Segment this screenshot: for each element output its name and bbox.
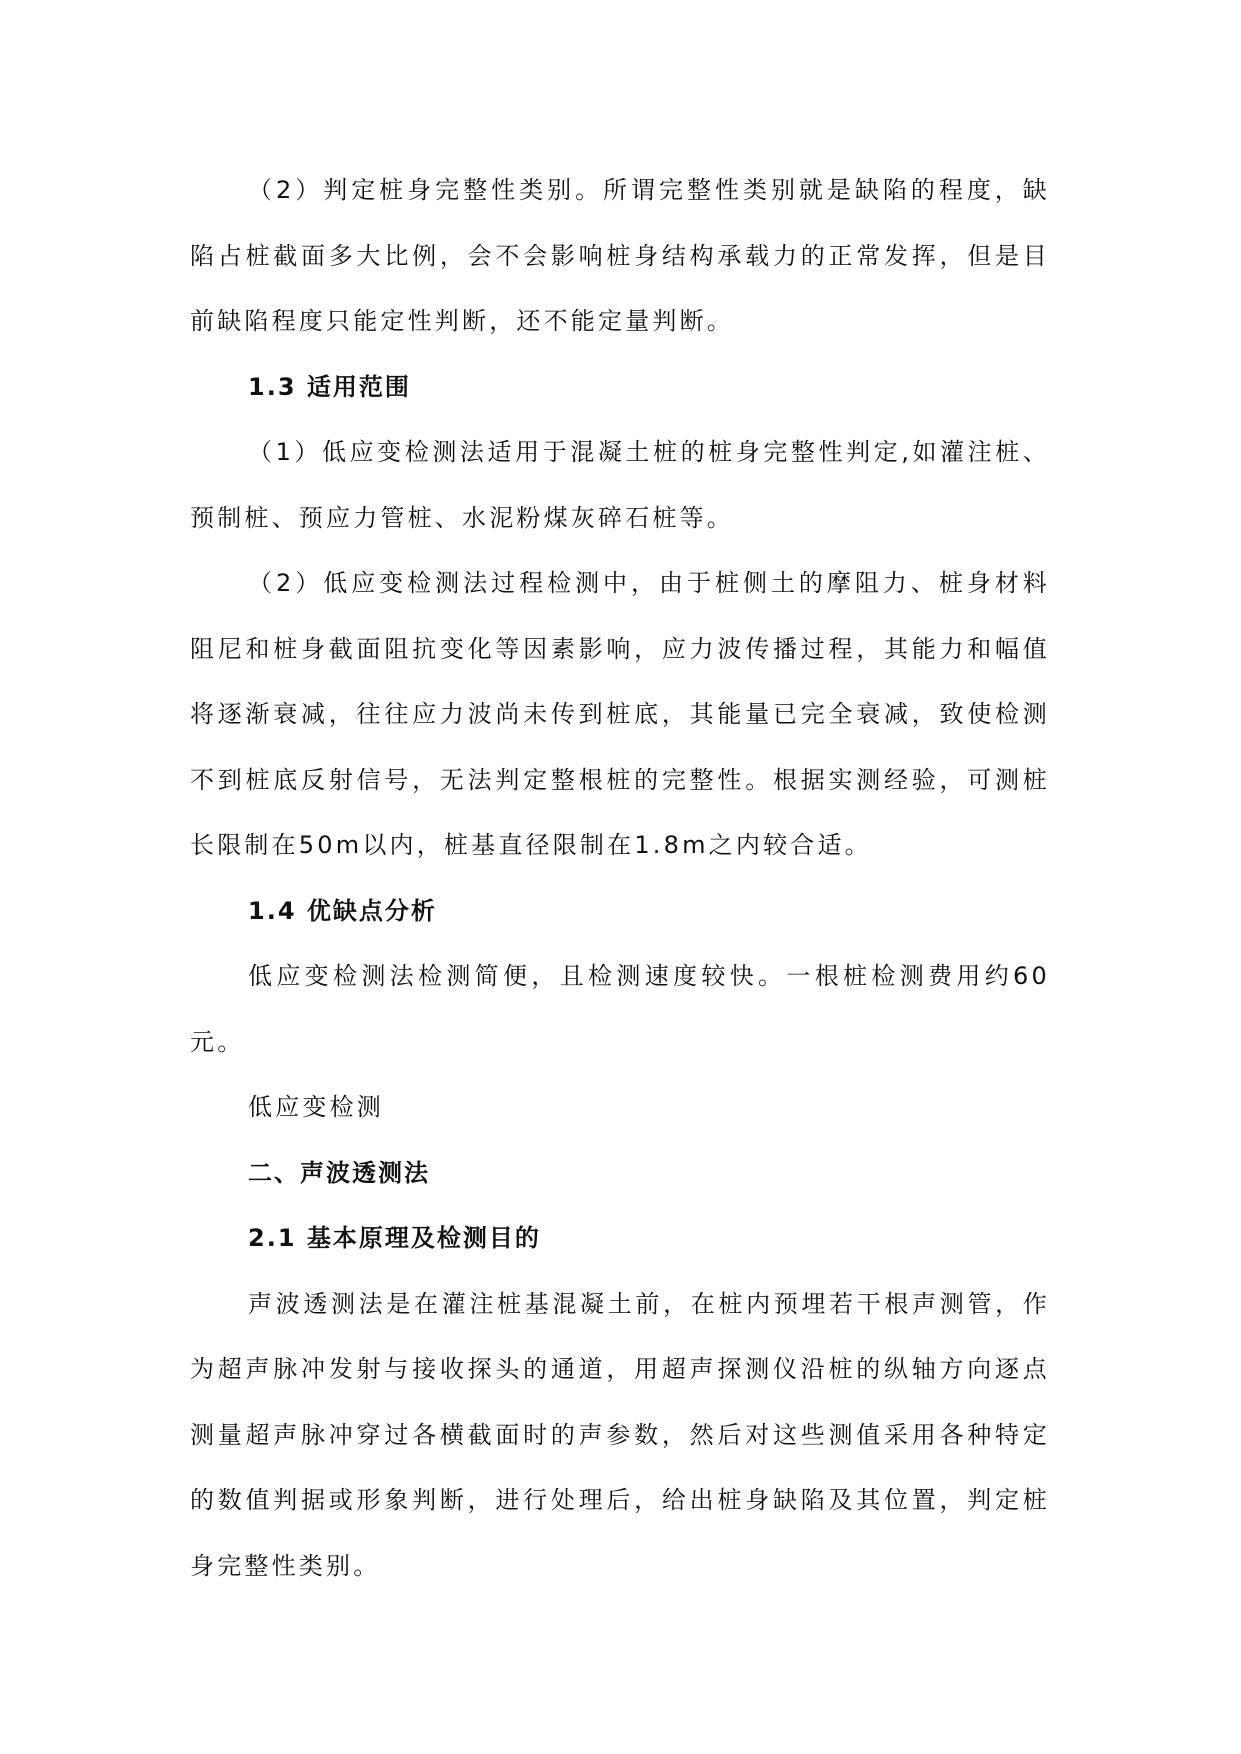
paragraph-low-strain-label: 低应变检测 bbox=[248, 1093, 384, 1121]
paragraph-scope-1: （1）低应变检测法适用于混凝土桩的桩身完整性判定,如灌注桩、预制桩、预应力管桩、水泥粉煤灰碎石桩等。 bbox=[190, 438, 1050, 532]
heading-1-3-scope: 1.3 适用范围 bbox=[248, 372, 411, 401]
paragraph-integrity-category: （2）判定桩身完整性类别。所谓完整性类别就是缺陷的程度，缺陷占桩截面多大比例，会不会影响桩身结构承载力的正常发挥，但是目前缺陷程度只能定性判断，还不能定量判断。 bbox=[190, 176, 1050, 335]
heading-2-acoustic: 二、声波透测法 bbox=[248, 1158, 430, 1187]
paragraph-scope-2: （2）低应变检测法过程检测中，由于桩侧土的摩阻力、桩身材料阻尼和桩身截面阻抗变化等因素影响，应力波传播过程，其能力和幅值将逐渐衰减，往往应力波尚未传到桩底，其能量已完全衰减，致使检测不到桩底反射信号，无法判定整根桩的完整性。根据实测经验，可测桩长限制在50m以内，桩基直径限制在1.8m之内较合适。 bbox=[190, 569, 1050, 859]
paragraph-acoustic-principle: 声波透测法是在灌注桩基混凝土前，在桩内预埋若干根声测管，作为超声脉冲发射与接收探头的通道，用超声探测仪沿桩的纵轴方向逐点测量超声脉冲穿过各横截面时的声参数，然后对这些测值采用各种特定的数值判据或形象判断，进行处理后，给出桩身缺陷及其位置，判定桩身完整性类别。 bbox=[190, 1289, 1050, 1580]
paragraph-pros-cons: 低应变检测法检测简便，且检测速度较快。一根桩检测费用约60元。 bbox=[190, 962, 1050, 1056]
document-body bbox=[190, 158, 1050, 1599]
heading-1-4-pros-cons: 1.4 优缺点分析 bbox=[248, 896, 437, 925]
heading-2-1-principle: 2.1 基本原理及检测目的 bbox=[248, 1224, 541, 1252]
